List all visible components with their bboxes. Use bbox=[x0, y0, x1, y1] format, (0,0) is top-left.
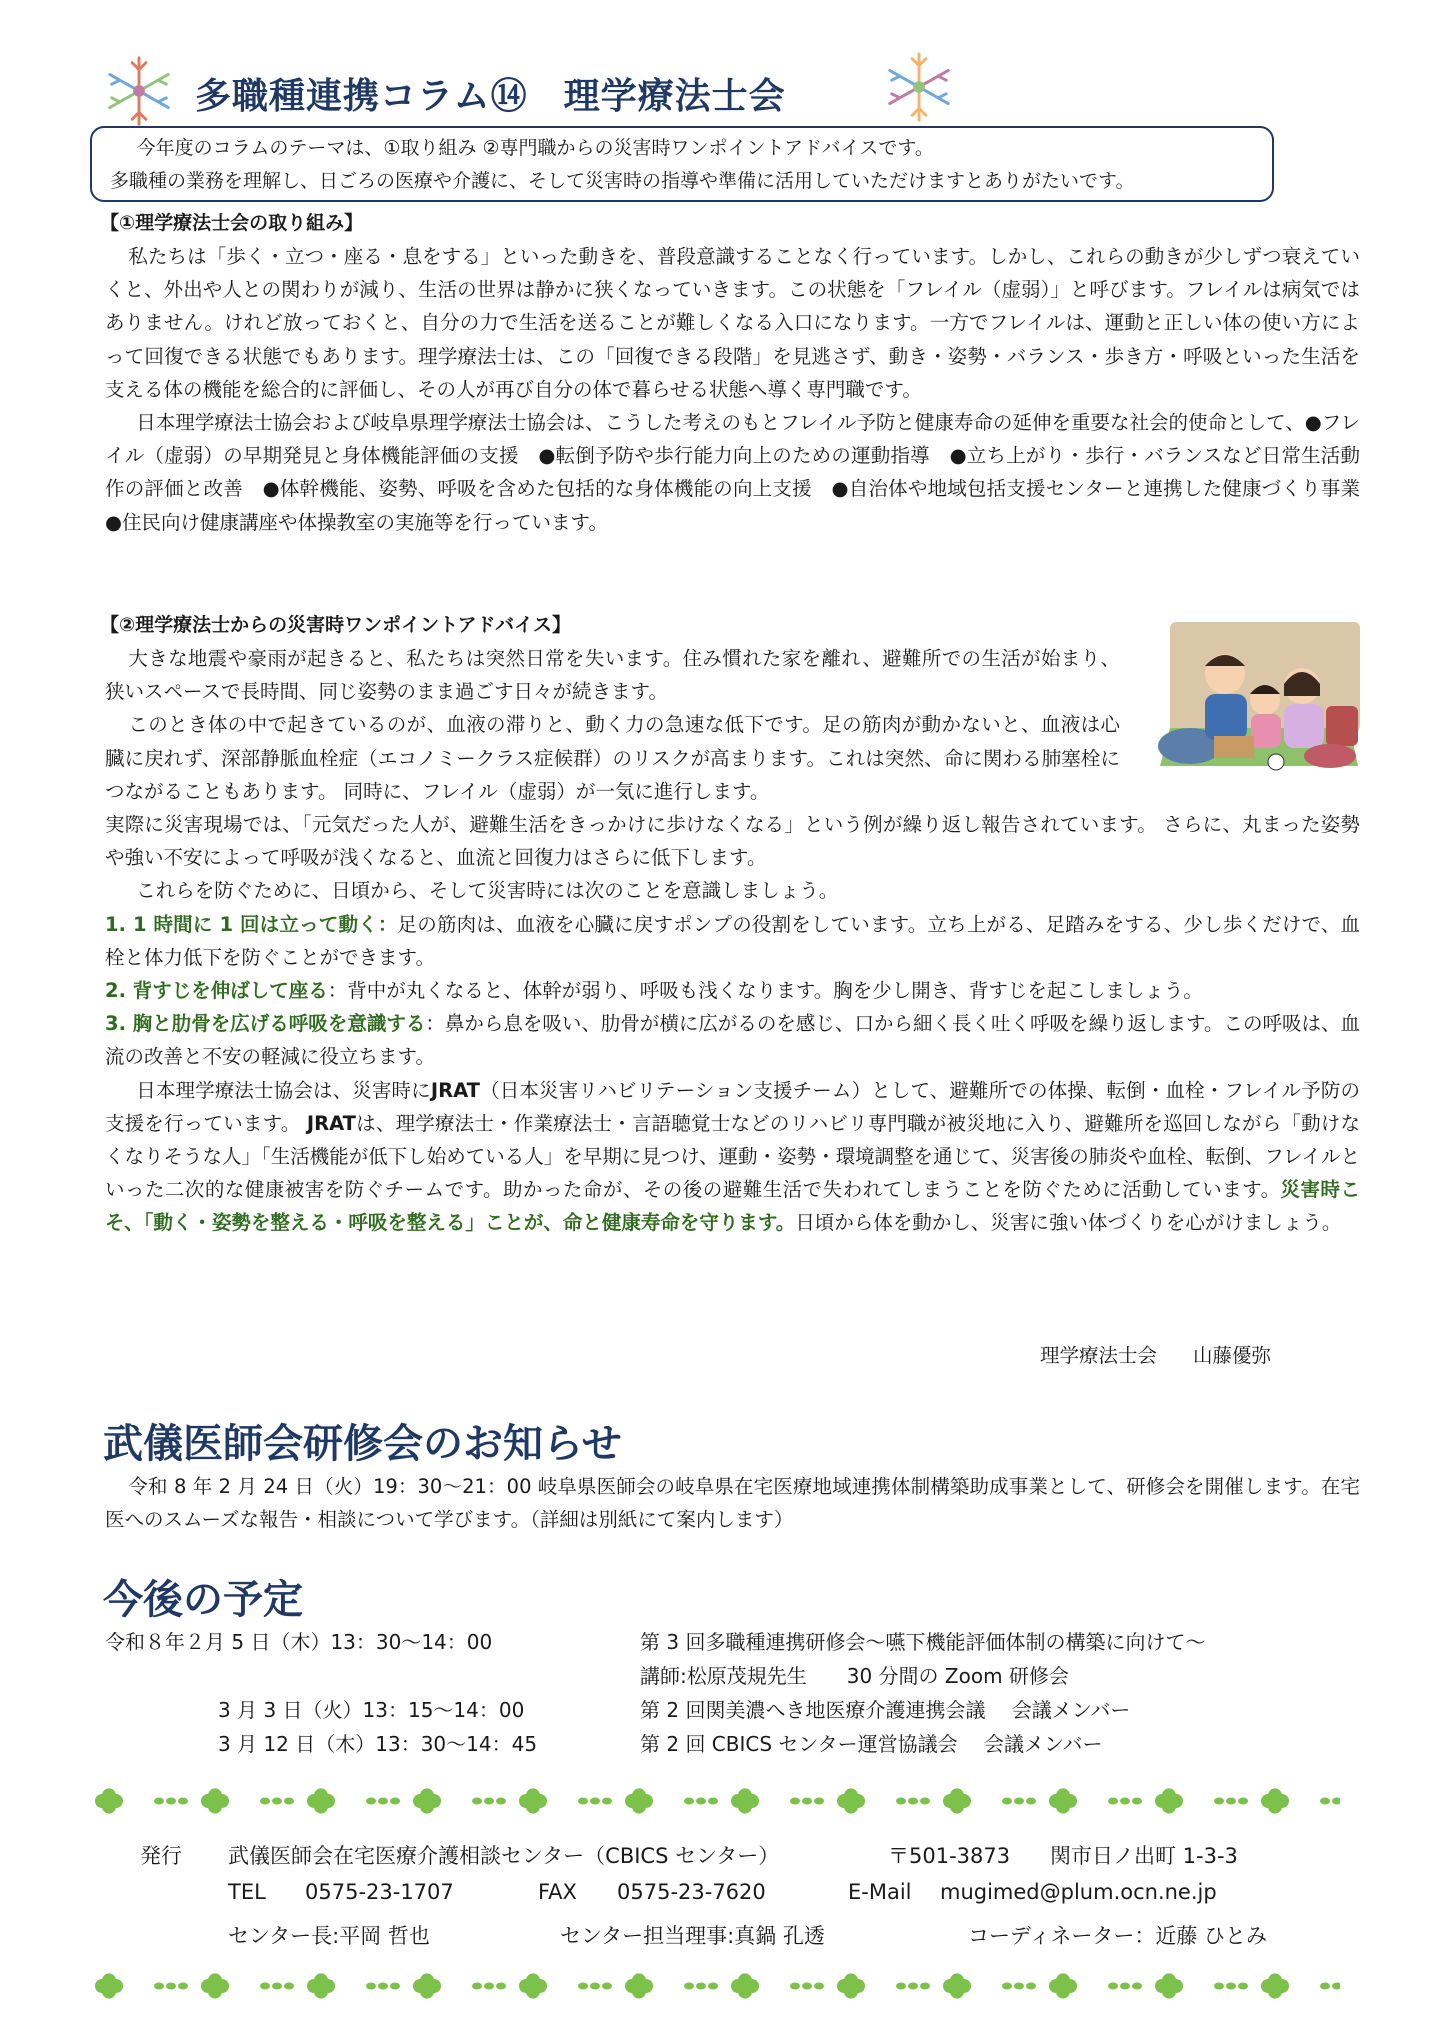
section1-body bbox=[105, 240, 1380, 539]
jrat-text-end: 日頃から体を動かし、災害に強い体づくりを心がけましょう。 bbox=[795, 1211, 1342, 1235]
clover-icon bbox=[95, 1788, 123, 1813]
clover-border-bottom bbox=[95, 1968, 1340, 2004]
clover-icon bbox=[1214, 1983, 1248, 1990]
clover-icon bbox=[790, 1983, 824, 1990]
schedule-1-date: 令和８年２月 5 日（木）13：30～14：00 bbox=[105, 1630, 493, 1654]
clover-icon bbox=[625, 1788, 653, 1813]
clover-icon bbox=[366, 1983, 400, 1990]
clover-icon bbox=[413, 1788, 441, 1813]
clover-icon bbox=[154, 1798, 188, 1805]
clover-icon bbox=[684, 1983, 718, 1990]
footer-board: センター担当理事:真鍋 孔透 bbox=[560, 1924, 825, 1948]
clover-icon bbox=[790, 1798, 824, 1805]
jrat-term-1: JRAT bbox=[430, 1078, 480, 1102]
clover-icon bbox=[1320, 1798, 1340, 1805]
clover-icon bbox=[1155, 1973, 1183, 1998]
seminar-heading: 武儀医師会研修会のお知らせ bbox=[103, 1421, 622, 1467]
clover-icon bbox=[731, 1973, 759, 1998]
clover-icon bbox=[519, 1973, 547, 1998]
clover-icon bbox=[578, 1983, 612, 1990]
snowflake-right-icon bbox=[880, 48, 958, 126]
signature-name: 山藤優弥 bbox=[1193, 1344, 1272, 1367]
schedule-2-date: 3 月 3 日（火）13：15～14：00 bbox=[218, 1698, 525, 1722]
section2-paragraph-3: 実際に災害現場では、「元気だった人が、避難生活をきっかけに歩けなくなる」という例が繰り返し報告されています。 さらに、丸まった姿勢や強い不安によって呼吸が浅くなると、血流と回復力はさらに低下します。 bbox=[105, 813, 1360, 870]
seminar-text: 令和 8 年 2 月 24 日（火）19：30～21：00 岐阜県医師会の岐阜県在宅医療地域連携体制構築助成事業として、研修会を開催します。在宅医へのスムーズな報告・相談について学びます。（詳細は別紙にて案内します） bbox=[105, 1475, 1360, 1532]
signature-org: 理学療法士会 bbox=[1040, 1344, 1158, 1367]
clover-icon bbox=[1108, 1983, 1142, 1990]
jrat-text-a: 日本理学療法士協会は、災害時に bbox=[136, 1078, 431, 1102]
tip-2-label: 2. 背すじを伸ばして座る bbox=[105, 979, 328, 1003]
clover-border-top bbox=[95, 1783, 1340, 1819]
tip-3 bbox=[105, 1007, 1360, 1073]
clover-icon bbox=[307, 1973, 335, 1998]
page-title bbox=[195, 68, 786, 119]
clover-icon bbox=[307, 1788, 335, 1813]
clover-icon bbox=[1049, 1788, 1077, 1813]
clover-icon bbox=[896, 1983, 930, 1990]
schedule-1-event: 第 3 回多職種連携研修会～嚥下機能評価体制の構築に向けて～ bbox=[640, 1630, 1206, 1654]
jrat-text-c: は、理学療法士・作業療法士・言語聴覚士などのリハビリ専門職が被災地に入り、避難所を巡回しながら「動けなくなりそうな人」「生活機能が低下し始めている人」を早期に見つけ、運動・姿勢・環境調整を通じて、災害後の肺炎や血栓、転倒、フレイルといった二次的な健康被害を防ぐチームです。助かった命が、その後の避難生活で失われてしまうことを防ぐために活動しています。 bbox=[105, 1111, 1361, 1202]
clover-icon bbox=[1108, 1798, 1142, 1805]
footer-fax: 0575-23-7620 bbox=[617, 1880, 766, 1904]
clover-icon bbox=[837, 1973, 865, 1998]
clover-icon bbox=[1002, 1983, 1036, 1990]
clover-icon bbox=[201, 1973, 229, 1998]
section2-paragraph-2: このとき体の中で起きているのが、血液の滞りと、動く力の急速な低下です。足の筋肉が動かないと、血液は心臓に戻れず、深部静脈血栓症（エコノミークラス症候群）のリスクが高まります。これは突然、命に関わる肺塞栓につながることもあります。 同時に、フレイル（虚弱）が一気に進行します。 bbox=[105, 713, 1120, 803]
clover-icon bbox=[260, 1983, 294, 1990]
intro-box bbox=[90, 126, 1274, 202]
clover-icon bbox=[1320, 1983, 1340, 1990]
clover-icon bbox=[684, 1798, 718, 1805]
clover-icon bbox=[472, 1798, 506, 1805]
section2-heading: 【②理学療法士からの災害時ワンポイントアドバイス】 bbox=[100, 614, 571, 636]
clover-icon bbox=[472, 1983, 506, 1990]
clover-icon bbox=[578, 1798, 612, 1805]
tip-2-text: ：背中が丸くなると、体幹が弱り、呼吸も浅くなります。胸を少し開き、背すじを起こしましょう。 bbox=[327, 979, 1203, 1003]
footer-publisher: 武儀医師会在宅医療介護相談センター（CBICS センター） bbox=[228, 1844, 780, 1868]
section2-paragraph-4: これらを防ぐために、日頃から、そして災害時には次のことを意識しましょう。 bbox=[136, 879, 839, 903]
section2-paragraph-1: 大きな地震や豪雨が起きると、私たちは突然日常を失います。住み慣れた家を離れ、避難所での生活が始まり、狭いスペースで長時間、同じ姿勢のまま過ごす日々が続きます。 bbox=[105, 647, 1120, 704]
clover-icon bbox=[943, 1788, 971, 1813]
evacuation-family-illustration bbox=[1150, 616, 1368, 792]
clover-icon bbox=[413, 1973, 441, 1998]
clover-icon bbox=[154, 1983, 188, 1990]
footer-director: センター長:平岡 哲也 bbox=[228, 1924, 430, 1948]
intro-line-2: 多職種の業務を理解し、日ごろの医療や介護に、そして災害時の指導や準備に活用していただけますとありがたいです。 bbox=[110, 170, 1135, 192]
tip-3-text: ：鼻から息を吸い、肋骨が横に広がるのを感じ、口から細く長く吐く呼吸を繰り返します。この呼吸は、血流の改善と不安の軽減に役立ちます。 bbox=[105, 1012, 1360, 1069]
jrat-term-2: JRAT bbox=[306, 1111, 356, 1135]
title-association: 理学療法士会 bbox=[563, 76, 786, 117]
jrat-text-b: （日本災害リハビリテーション支援チーム）として、避難所での体操、転倒・血栓・フレイル予防の支援を行っています。 bbox=[105, 1078, 1360, 1135]
section2-intro-body bbox=[105, 642, 1120, 808]
clover-icon bbox=[943, 1973, 971, 1998]
tip-1 bbox=[105, 908, 1360, 974]
clover-icon bbox=[625, 1973, 653, 1998]
footer-tel-label: TEL bbox=[228, 1880, 266, 1904]
schedule-heading: 今後の予定 bbox=[103, 1577, 303, 1623]
footer-address: 関市日ノ出町 1-3-3 bbox=[1050, 1844, 1238, 1868]
section1-paragraph-2: 日本理学療法士協会および岐阜県理学療法士協会は、こうした考えのもとフレイル予防と健康寿命の延伸を重要な社会的使命として、●フレイル（虚弱）の早期発見と身体機能評価の支援 ●転倒予防や歩行能力向上のための運動指導 ●立ち上がり・歩行・バランスなど日常生活動作の評価と改善 ●体幹機能、姿勢、呼吸を含めた包括的な身体機能の向上支援 ●自治体や地域包括支援センターと連携した健康づくり事業 ●住民向け健康講座や体操教室の実施等を行っています。 bbox=[105, 411, 1380, 534]
clover-icon bbox=[896, 1798, 930, 1805]
section1-heading: 【①理学療法士会の取り組み】 bbox=[100, 212, 364, 234]
section2-paragraph-5 bbox=[105, 1074, 1360, 1240]
clover-icon bbox=[1261, 1788, 1289, 1813]
intro-line-1: 今年度のコラムのテーマは、①取り組み ②専門職からの災害時ワンポイントアドバイスです。 bbox=[136, 137, 934, 159]
clover-icon bbox=[1261, 1973, 1289, 1998]
footer-email-label: E-Mail bbox=[848, 1880, 912, 1904]
clover-icon bbox=[519, 1788, 547, 1813]
clover-icon bbox=[1002, 1798, 1036, 1805]
tip-1-label: 1. 1 時間に 1 回は立って動く： bbox=[105, 912, 398, 936]
schedule-3-event: 第 2 回 CBICS センター運営協議会 会議メンバー bbox=[640, 1732, 1103, 1756]
footer-coordinator: コーディネーター：近藤 ひとみ bbox=[968, 1924, 1267, 1948]
clover-icon bbox=[366, 1798, 400, 1805]
signature bbox=[1040, 1340, 1271, 1368]
schedule-2-event: 第 2 回関美濃へき地医療介護連携会議 会議メンバー bbox=[640, 1698, 1131, 1722]
footer-email[interactable]: mugimed@plum.ocn.ne.jp bbox=[940, 1880, 1217, 1904]
clover-icon bbox=[837, 1788, 865, 1813]
jrat-emphasis: 災害時こそ、「動く・姿勢を整える・呼吸を整える」ことが、命と健康寿命を守ります。 bbox=[105, 1178, 1360, 1235]
section2-body bbox=[105, 808, 1360, 1240]
footer-publisher-label: 発行 bbox=[140, 1844, 182, 1868]
clover-icon bbox=[201, 1788, 229, 1813]
footer-fax-label: FAX bbox=[538, 1880, 577, 1904]
title-column: 多職種連携コラム⑭ bbox=[195, 76, 528, 117]
footer-tel: 0575-23-1707 bbox=[305, 1880, 454, 1904]
section1-paragraph-1: 私たちは「歩く・立つ・座る・息をする」といった動きを、普段意識することなく行っています。しかし、これらの動きが少しずつ衰えていくと、外出や人との関わりが減り、生活の世界は静かに狭くなっていきます。この状態を「フレイル（虚弱）」と呼びます。フレイルは病気ではありません。けれど放っておくと、自分の力で生活を送ることが難しくなる入口になります。一方でフレイルは、運動と正しい体の使い方によって回復できる状態でもあります。理学療法士は、この「回復できる段階」を見逃さず、動き・姿勢・バランス・歩き方・呼吸といった生活を支える体の機能を総合的に評価し、その人が再び自分の体で暮らせる状態へ導く専門職です。 bbox=[105, 245, 1360, 401]
clover-icon bbox=[95, 1973, 123, 1998]
footer-postal: 〒501-3873 bbox=[888, 1844, 1011, 1868]
clover-icon bbox=[1214, 1798, 1248, 1805]
schedule-1-sub: 講師:松原茂規先生 30 分間の Zoom 研修会 bbox=[640, 1664, 1069, 1688]
tip-2 bbox=[105, 974, 1360, 1007]
clover-icon bbox=[731, 1788, 759, 1813]
schedule-3-date: 3 月 12 日（木）13：30～14：45 bbox=[218, 1732, 538, 1756]
clover-icon bbox=[1155, 1788, 1183, 1813]
snowflake-left-icon bbox=[100, 52, 178, 130]
clover-icon bbox=[260, 1798, 294, 1805]
tip-3-label: 3. 胸と肋骨を広げる呼吸を意識する bbox=[105, 1012, 426, 1036]
tip-1-text: 足の筋肉は、血液を心臓に戻すポンプの役割をしています。立ち上がる、足踏みをする、少し歩くだけで、血栓と体力低下を防ぐことができます。 bbox=[105, 912, 1360, 969]
clover-icon bbox=[1049, 1973, 1077, 1998]
